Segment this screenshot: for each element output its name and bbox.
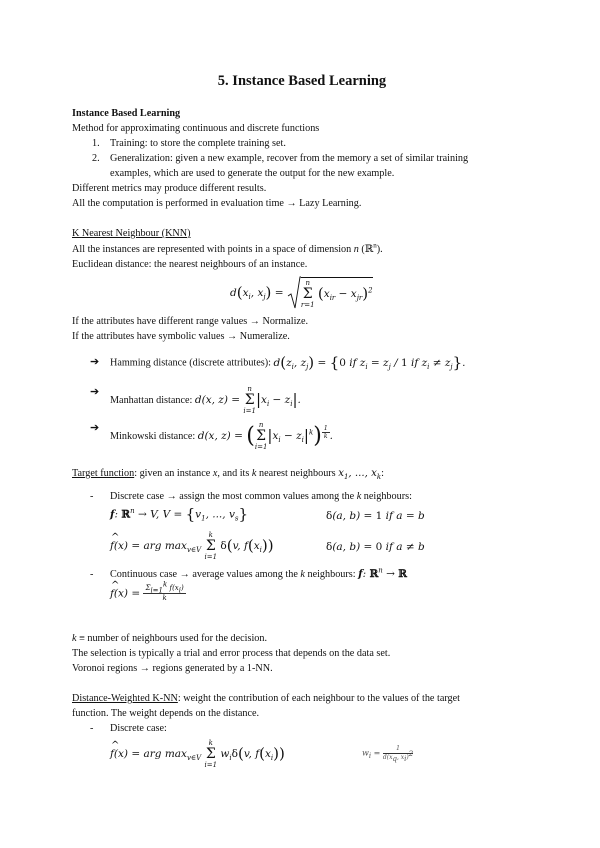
- list-text: Training: to store the complete training set.: [110, 138, 286, 149]
- ibl-metrics: Different metrics may produce different results.: [72, 183, 267, 194]
- list-number: 2.: [92, 153, 100, 164]
- fhat-average-formula: ^ f(x) = $\frac{\Sigma_{i=1}^k f(x_i)}{k}$: [110, 584, 186, 603]
- k-definition: k ≡ number of neighbours used for the decision.: [72, 633, 268, 644]
- list-number: 1.: [92, 138, 100, 149]
- weighted-fhat-formula: ^ f(x) = arg $\max_{v\in V}$ k Σ i=1 $w_i\delta(v$, $f(x_i)$): [110, 739, 285, 769]
- hamming-formula: $d(z_i$, $z_j) = \{0$ if $z_i = z_j / 1$ if $z_i \ne z_j$}.: [273, 353, 466, 371]
- page-title: 5. Instance Based Learning: [217, 73, 387, 89]
- fhat-argmax-formula: ^ f(x) = arg $\max_{v\in V}$ k Σ i=1 δ(v, $f(x_i)$): [110, 531, 274, 561]
- selection-line: The selection is typically a trial and error process that depends on the data set.: [72, 648, 391, 659]
- section-heading-knn: K Nearest Neighbour (KNN): [72, 228, 191, 239]
- knn-dimension-line: All the instances are represented with points in a space of dimension n (ℝ$^n$).: [72, 241, 383, 255]
- target-function-line: Target function: given an instance x, and its k nearest neighbours $x_1$, ..., $x_k$:: [72, 468, 384, 482]
- manhattan-formula: d(x, z) = n Σ i=1 $|x_i - z_i|$.: [194, 385, 301, 415]
- arrow-icon: ➔: [90, 356, 100, 368]
- ibl-intro: Method for approximating continuous and discrete functions: [72, 123, 320, 134]
- arrow-icon: ➔: [90, 422, 100, 434]
- minkowski-label: Minkowski distance:: [110, 431, 198, 442]
- normalize-line: If the attributes have different range values → Normalize.: [72, 316, 309, 327]
- f-mapping-formula: f: ℝ$^n$ → V, $V = \{v_1$, ..., $v_s$}: [110, 505, 249, 523]
- list-text: examples, which are used to generate the output for the new example.: [110, 168, 395, 179]
- arrow-icon: ➔: [90, 386, 100, 398]
- delta-notequal-formula: δ(a, b) = 0 if a ≠ b: [326, 541, 425, 553]
- sqrt-icon: [287, 276, 301, 310]
- section-heading-weighted: Distance-Weighted K-NN: [72, 693, 178, 704]
- hamming-label: Hamming distance (discrete attributes):: [110, 357, 274, 369]
- minkowski-formula: d(x, z) = ( n Σ i=1 $|x_i - z_i|^k$) $^{\frac{1}{k}}$ .: [197, 421, 333, 451]
- manhattan-label: Manhattan distance:: [110, 395, 195, 406]
- euclidean-formula: $d(x_i$, $x_j$) = n Σ r=1 $(x_{ir} - x_{jr})^2$: [230, 276, 373, 310]
- numeralize-line: If the attributes have symbolic values → Numeralize.: [72, 331, 290, 342]
- delta-equal-formula: δ(a, b) = 1 if a = b: [326, 510, 425, 522]
- ibl-lazy: All the computation is performed in evaluation time → Lazy Learning.: [72, 198, 362, 209]
- section-heading-ibl: Instance Based Learning: [72, 108, 181, 119]
- voronoi-line: Voronoi regions → regions generated by a 1-NN.: [72, 663, 273, 674]
- section-heading-target: Target function: [72, 468, 135, 479]
- knn-euclidean-line: Euclidean distance: the nearest neighbours of an instance.: [72, 259, 308, 270]
- weighted-line-2: function. The weight depends on the distance.: [72, 708, 260, 719]
- list-text: Generalization: given a new example, recover from the memory a set of similar training: [110, 153, 469, 164]
- weight-formula: $w_i$ = $\frac{1}{d(x_q, x_i)^2}$: [362, 745, 414, 764]
- weighted-line-1: Distance-Weighted K-NN: weight the contribution of each neighbour to the values of the target: [72, 693, 460, 704]
